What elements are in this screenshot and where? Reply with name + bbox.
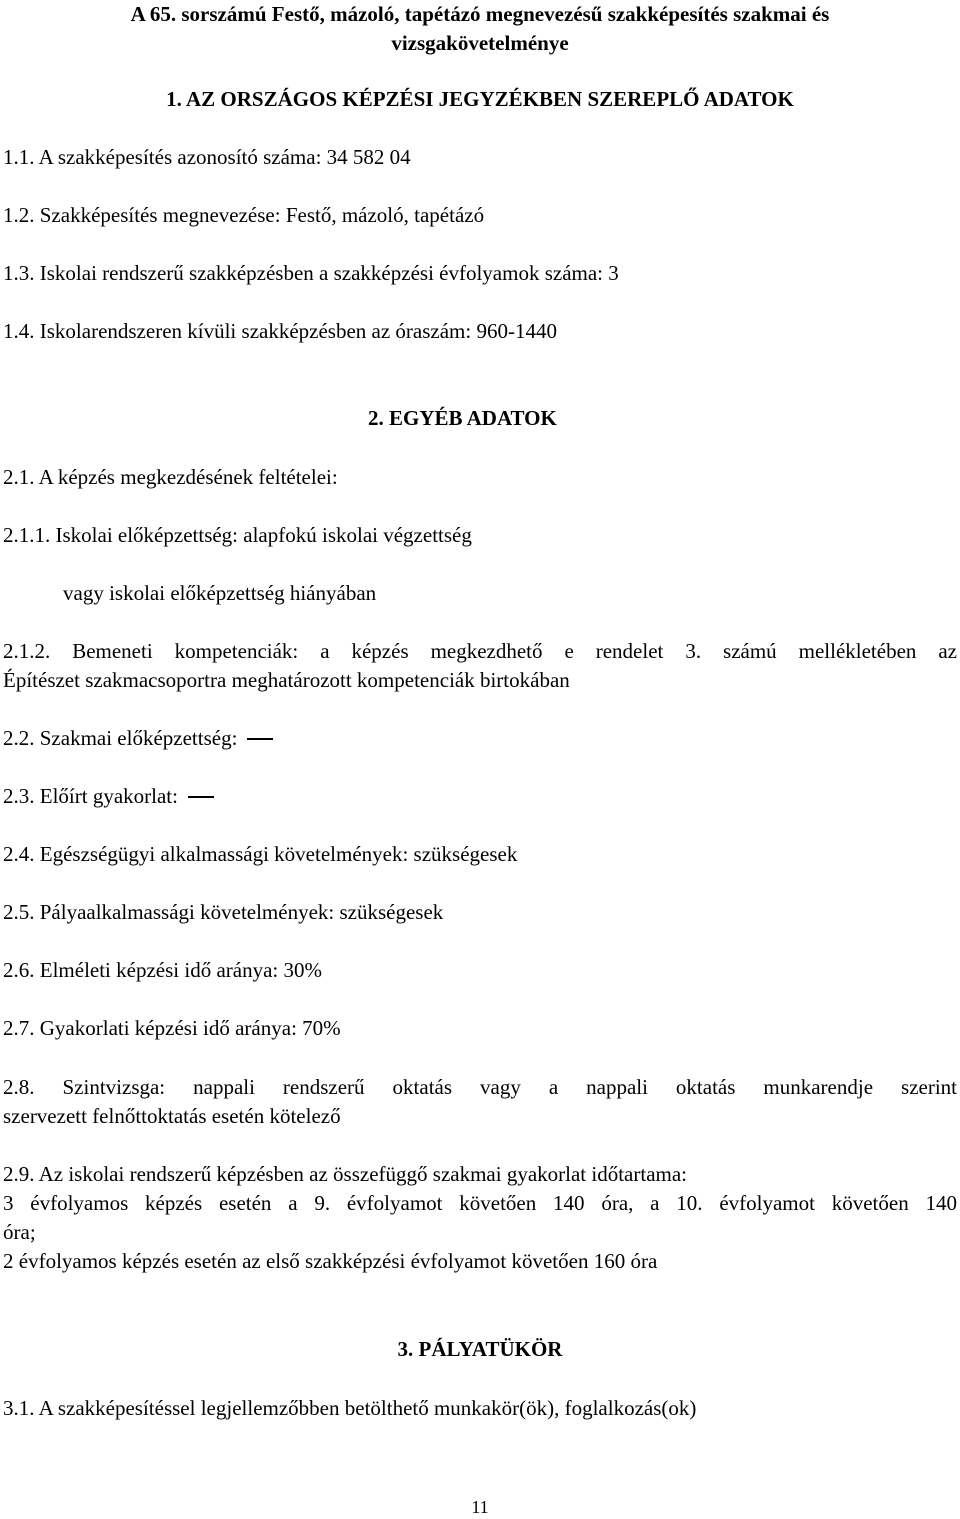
item-2-8-continuation: szervezett felnőttoktatás esetén kötelező xyxy=(3,1104,341,1128)
item-2-9: 2.9. Az iskolai rendszerű képzésben az összefüggő szakmai gyakorlat időtartama: xyxy=(3,1162,688,1186)
item-3-1: 3.1. A szakképesítéssel legjellemzőbben betölthető munkakör(ök), foglalkozás(ok) xyxy=(3,1396,697,1420)
item-2-2-label: 2.2. Szakmai előképzettség: xyxy=(3,726,238,750)
item-2-1-2: 2.1.2. Bemeneti kompetenciák: a képzés megkezdhető e rendelet 3. számú mellékletében az xyxy=(3,639,957,663)
item-2-3-label: 2.3. Előírt gyakorlat: xyxy=(3,784,178,808)
document-title-line-1: A 65. sorszámú Festő, mázoló, tapétázó megnevezésű szakképesítés szakmai és xyxy=(130,2,830,26)
item-2-9-line-3: óra; xyxy=(3,1220,36,1244)
item-1-2: 1.2. Szakképesítés megnevezése: Festő, mázoló, tapétázó xyxy=(3,203,485,227)
dash-mark xyxy=(188,796,214,798)
item-2-1: 2.1. A képzés megkezdésének feltételei: xyxy=(3,465,338,489)
item-2-7: 2.7. Gyakorlati képzési idő aránya: 70% xyxy=(3,1016,341,1040)
section-3-heading: 3. PÁLYATÜKÖR xyxy=(397,1337,563,1361)
item-1-1: 1.1. A szakképesítés azonosító száma: 34 582 04 xyxy=(3,145,411,169)
item-2-4: 2.4. Egészségügyi alkalmassági követelmények: szükségesek xyxy=(3,842,518,866)
item-2-1-1-continuation: vagy iskolai előképzettség hiányában xyxy=(63,581,377,605)
item-2-1-1: 2.1.1. Iskolai előképzettség: alapfokú iskolai végzettség xyxy=(3,523,472,547)
document-title-line-2: vizsgakövetelménye xyxy=(391,31,569,55)
item-2-1-2-continuation: Építészet szakmacsoportra meghatározott kompetenciák birtokában xyxy=(3,668,570,692)
dash-mark xyxy=(247,738,273,740)
item-1-4: 1.4. Iskolarendszeren kívüli szakképzésben az óraszám: 960-1440 xyxy=(3,319,557,343)
item-1-3: 1.3. Iskolai rendszerű szakképzésben a szakképzési évfolyamok száma: 3 xyxy=(3,261,619,285)
item-2-5: 2.5. Pályaalkalmassági követelmények: szükségesek xyxy=(3,900,444,924)
item-2-9-line-4: 2 évfolyamos képzés esetén az első szakképzési évfolyamot követően 160 óra xyxy=(3,1249,658,1273)
page-number: 11 xyxy=(471,1497,489,1517)
section-1-heading: 1. AZ ORSZÁGOS KÉPZÉSI JEGYZÉKBEN SZEREPLŐ ADATOK xyxy=(166,87,794,111)
item-2-9-line-2: 3 évfolyamos képzés esetén a 9. évfolyamot követően 140 óra, a 10. évfolyamot követően 140 xyxy=(3,1191,957,1215)
item-2-8: 2.8. Szintvizsga: nappali rendszerű oktatás vagy a nappali oktatás munkarendje szerint xyxy=(3,1075,957,1099)
item-2-3 xyxy=(3,782,214,811)
item-2-2 xyxy=(3,724,273,753)
item-2-6: 2.6. Elméleti képzési idő aránya: 30% xyxy=(3,958,322,982)
section-2-heading: 2. EGYÉB ADATOK xyxy=(368,406,557,430)
